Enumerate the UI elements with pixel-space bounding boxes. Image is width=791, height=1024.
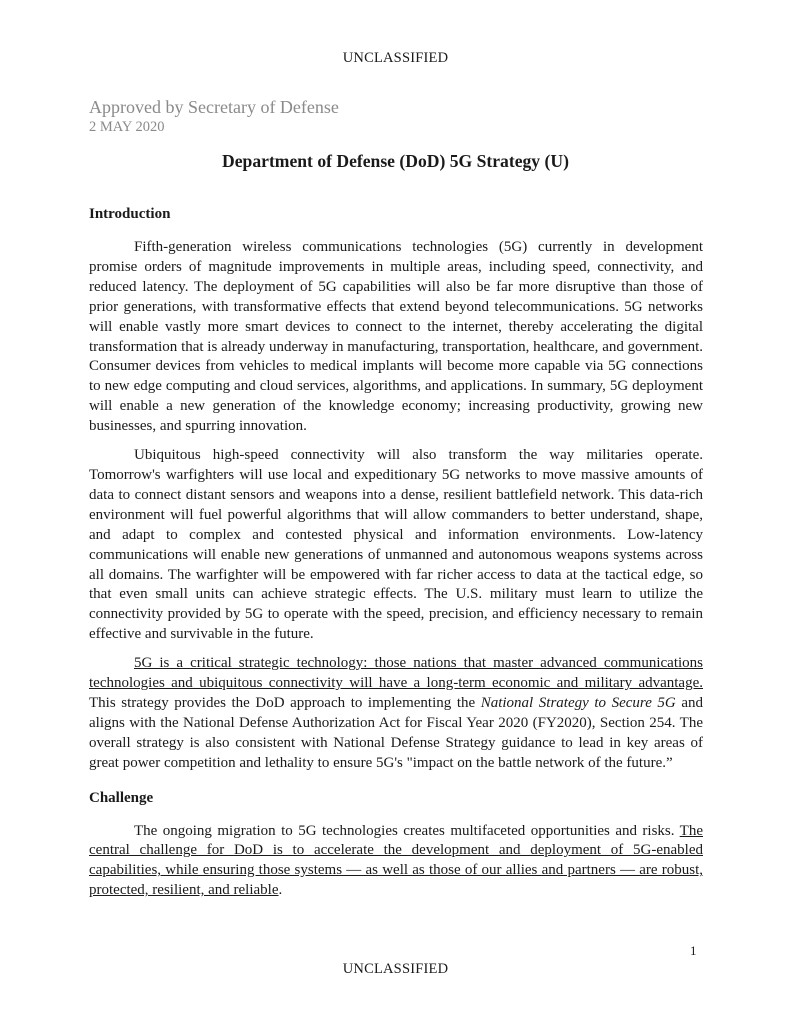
section-heading: Introduction — [89, 206, 171, 222]
paragraph-text: The ongoing migration to 5G technologies creates multifaceted opportunities and risks. — [134, 822, 680, 839]
body-paragraph — [89, 822, 703, 902]
paragraph-text: and aligns with the National Defense Authorization Act for Fiscal Year 2020 (FY2020), Section 254. The overall strategy is also consistent with National Defense Strategy guidance to lead in key areas of great power competition and lethality to ensure 5G's "impact on the battle network of the future.” — [89, 694, 703, 771]
paragraph-text: Fifth-generation wireless communications technologies (5G) currently in development promise orders of magnitude improvements in multiple areas, including speed, connectivity, and reduced latency. The deployment of 5G capabilities will also be far more disruptive than those of prior generations, with transformative effects that extend beyond telecommunications. 5G networks will enable vastly more smart devices to connect to the internet, thereby accelerating the digital transformation that is already underway in manufacturing, transportation, healthcare, and government. Consumer devices from vehicles to medical implants will become more capable via 5G connections to new edge computing and cloud services, algorithms, and applications. In summary, 5G deployment will enable a new generation of the knowledge economy; increasing productivity, growing new businesses, and spurring innovation. — [89, 239, 703, 435]
document-body — [89, 204, 703, 901]
page-number: 1 — [690, 943, 697, 958]
paragraph-text: This strategy provides the DoD approach to implementing the — [89, 694, 481, 711]
paragraph-text: Ubiquitous high-speed connectivity will also transform the way militaries operate. Tomorrow's warfighters will use local and expeditionary 5G networks to move massive amounts of data to connect distant sensors and weapons into a dense, resilient battlefield network. This data-rich environment will fuel powerful algorithms that will allow commanders to better understand, shape, and adapt to complex and contested physical and information environments. Low-latency communications will enable new generations of unmanned and autonomous weapons systems across all domains. The warfighter will be empowered with far richer access to data at the tactical edge, so that even small units can achieve strategic effects. The U.S. military must learn to utilize the connectivity provided by 5G to operate with the speed, precision, and efficiency necessary to remain effective and survivable in the future. — [89, 447, 703, 643]
section-heading: Challenge — [89, 789, 154, 806]
classification-marking-bottom: UNCLASSIFIED — [342, 961, 449, 977]
underlined-text: 5G is a critical strategic technology: those nations that master advanced communications technologies and ubiquitous connectivity will have a long-term economic and military advantage. — [89, 655, 703, 692]
body-paragraph — [89, 654, 703, 773]
document-title: Department of Defense (DoD) 5G Strategy (U) — [222, 151, 569, 171]
body-paragraph — [89, 446, 703, 645]
approval-line: Approved by Secretary of Defense — [89, 97, 339, 117]
paragraph-text: . — [278, 882, 283, 899]
underlined-text: The central challenge for DoD is to accelerate the development and deployment of 5G-enabled capabilities, while ensuring those systems — as well as those of our allies and partners — are robust, protected, resilient, and reliable — [89, 822, 703, 899]
approval-block — [89, 97, 339, 137]
body-paragraph — [89, 238, 703, 437]
approval-date: 2 MAY 2020 — [89, 119, 165, 135]
classification-marking-top: UNCLASSIFIED — [342, 50, 449, 66]
italic-title-text: National Strategy to Secure 5G — [480, 694, 676, 711]
